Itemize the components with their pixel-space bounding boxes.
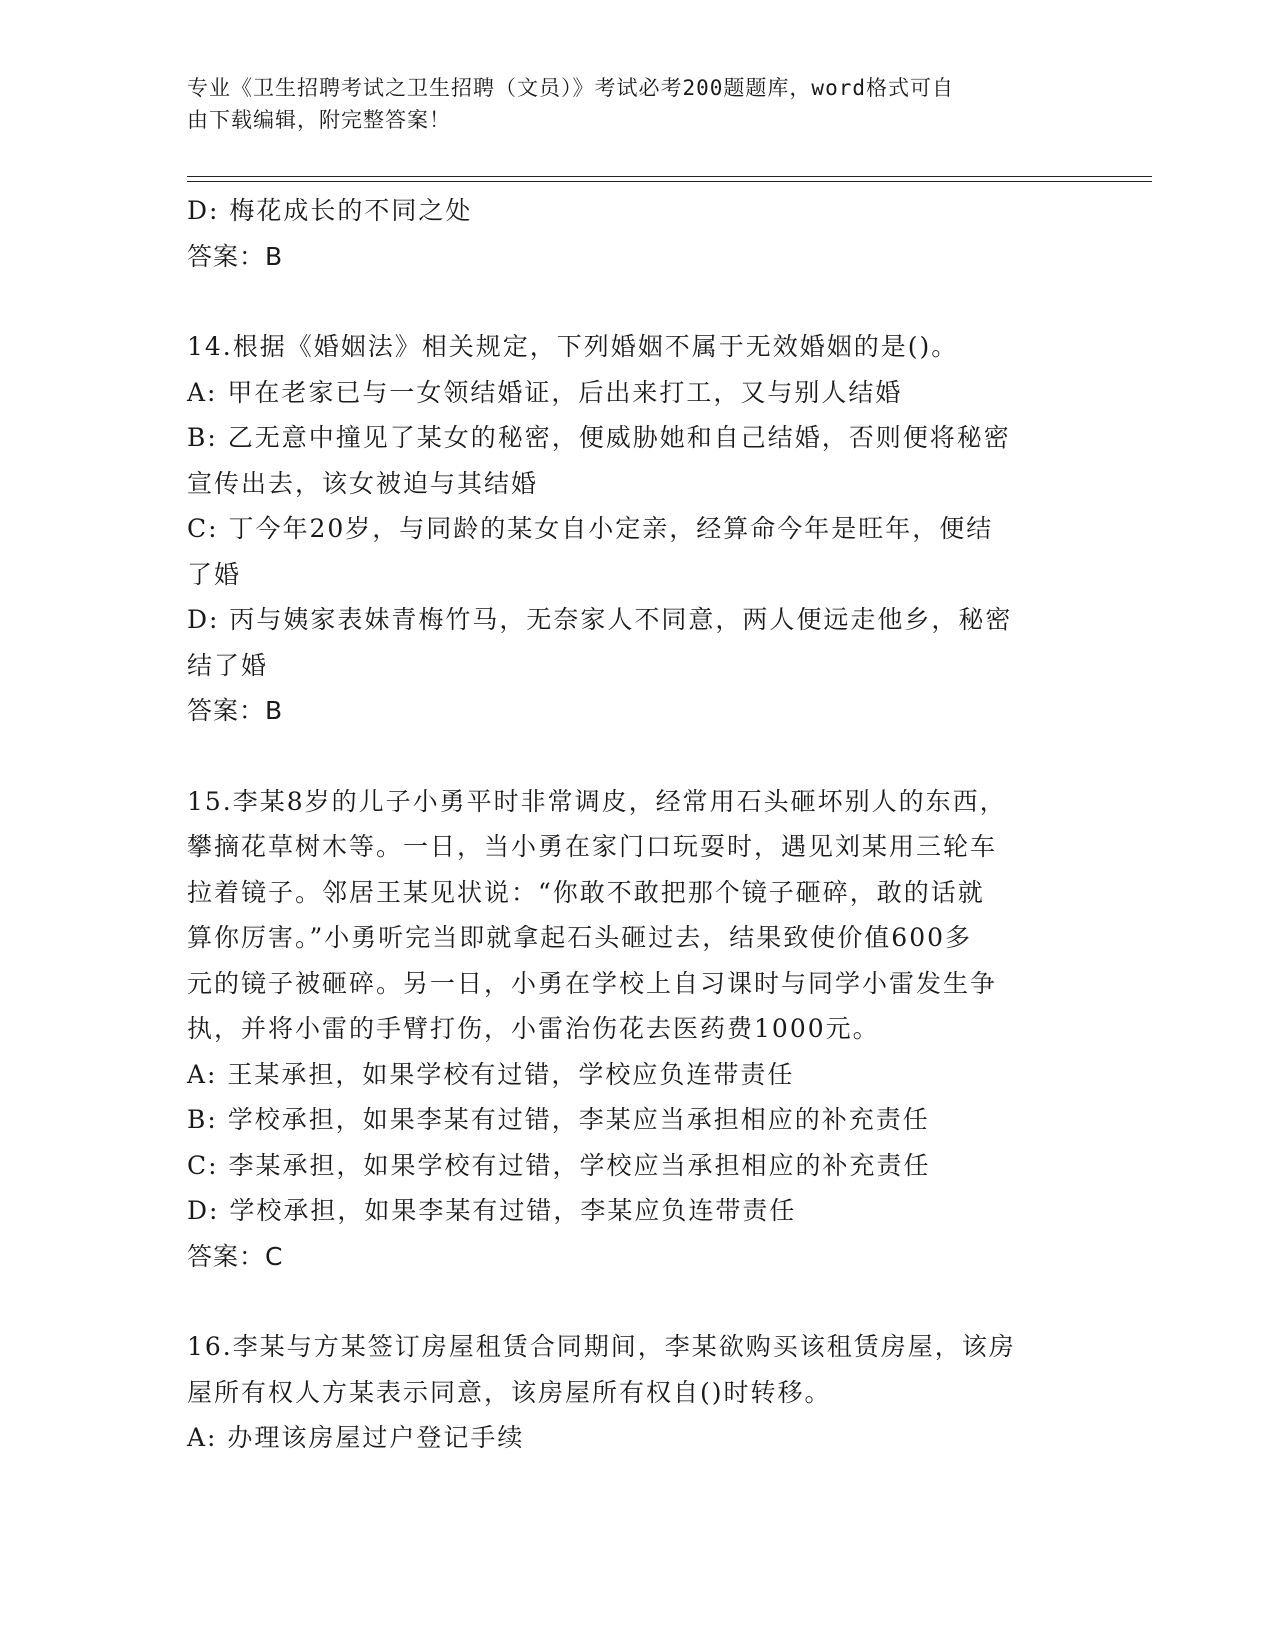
question-stem-continued: 执，并将小雷的手臂打伤，小雷治伤花去医药费1000元。 [187, 1014, 880, 1043]
option-b: B: 乙无意中撞见了某女的秘密，便威胁她和自己结婚，否则便将秘密 [187, 423, 1011, 452]
question-stem: 14.根据《婚姻法》相关规定，下列婚姻不属于无效婚姻的是()。 [187, 332, 959, 361]
option-b: B: 学校承担，如果李某有过错，李某应当承担相应的补充责任 [187, 1105, 930, 1134]
page-header [187, 72, 1067, 136]
question-stem-continued: 元的镜子被砸碎。另一日，小勇在学校上自习课时与同学小雷发生争 [187, 968, 998, 998]
question-stem: 16.李某与方某签订房屋租赁合同期间，李某欲购买该租赁房屋，该房 [187, 1332, 1016, 1361]
option-d-continued: 结了婚 [187, 650, 269, 680]
spacer [187, 279, 1067, 324]
answer-label: 答案：C [187, 1241, 284, 1271]
question-14 [187, 324, 1067, 734]
spacer [187, 1279, 1067, 1324]
document-body [187, 188, 1067, 1461]
option-d: D: 梅花成长的不同之处 [187, 196, 473, 225]
option-b-continued: 宣传出去，该女被迫与其结婚 [187, 468, 539, 498]
question-stem-continued: 攀摘花草树木等。一日，当小勇在家门口玩耍时，遇见刘某用三轮车 [187, 832, 998, 861]
option-c-continued: 了婚 [187, 559, 242, 589]
question-16 [187, 1324, 1067, 1461]
option-d: D: 学校承担，如果李某有过错，李某应负连带责任 [187, 1196, 797, 1225]
option-d: D: 丙与姨家表妹青梅竹马，无奈家人不同意，两人便远走他乡，秘密 [187, 605, 1013, 634]
header-title-line-1: 专业《卫生招聘考试之卫生招聘（文员）》考试必考200题题库，word格式可自 [187, 76, 954, 100]
question-stem-continued: 拉着镜子。邻居王某见状说：“你敢不敢把那个镜子砸碎，敢的话就 [187, 877, 985, 907]
question-stem: 15.李某8岁的儿子小勇平时非常调皮，经常用石头砸坏别人的东西， [187, 786, 1007, 816]
option-a: A: 甲在老家已与一女领结婚证，后出来打工，又与别人结婚 [187, 377, 903, 407]
question-stem-continued: 屋所有权人方某表示同意，该房屋所有权自()时转移。 [187, 1377, 832, 1407]
spacer [187, 734, 1067, 779]
answer-label: 答案：B [187, 241, 284, 271]
question-13-tail [187, 188, 1067, 279]
header-title-line-2: 由下载编辑，附完整答案！ [187, 108, 451, 132]
option-a: A: 办理该房屋过户登记手续 [187, 1423, 525, 1452]
question-stem-continued: 算你厉害。”小勇听完当即就拿起石头砸过去，结果致使价值600多 [187, 923, 973, 952]
header-double-rule [187, 176, 1152, 182]
option-c: C: 李某承担，如果学校有过错，学校应当承担相应的补充责任 [187, 1150, 931, 1180]
answer-label: 答案：B [187, 696, 284, 725]
option-c: C: 丁今年20岁，与同龄的某女自小定亲，经算命今年是旺年，便结 [187, 514, 994, 543]
option-a: A: 王某承担，如果学校有过错，学校应负连带责任 [187, 1059, 795, 1089]
question-15 [187, 779, 1067, 1280]
